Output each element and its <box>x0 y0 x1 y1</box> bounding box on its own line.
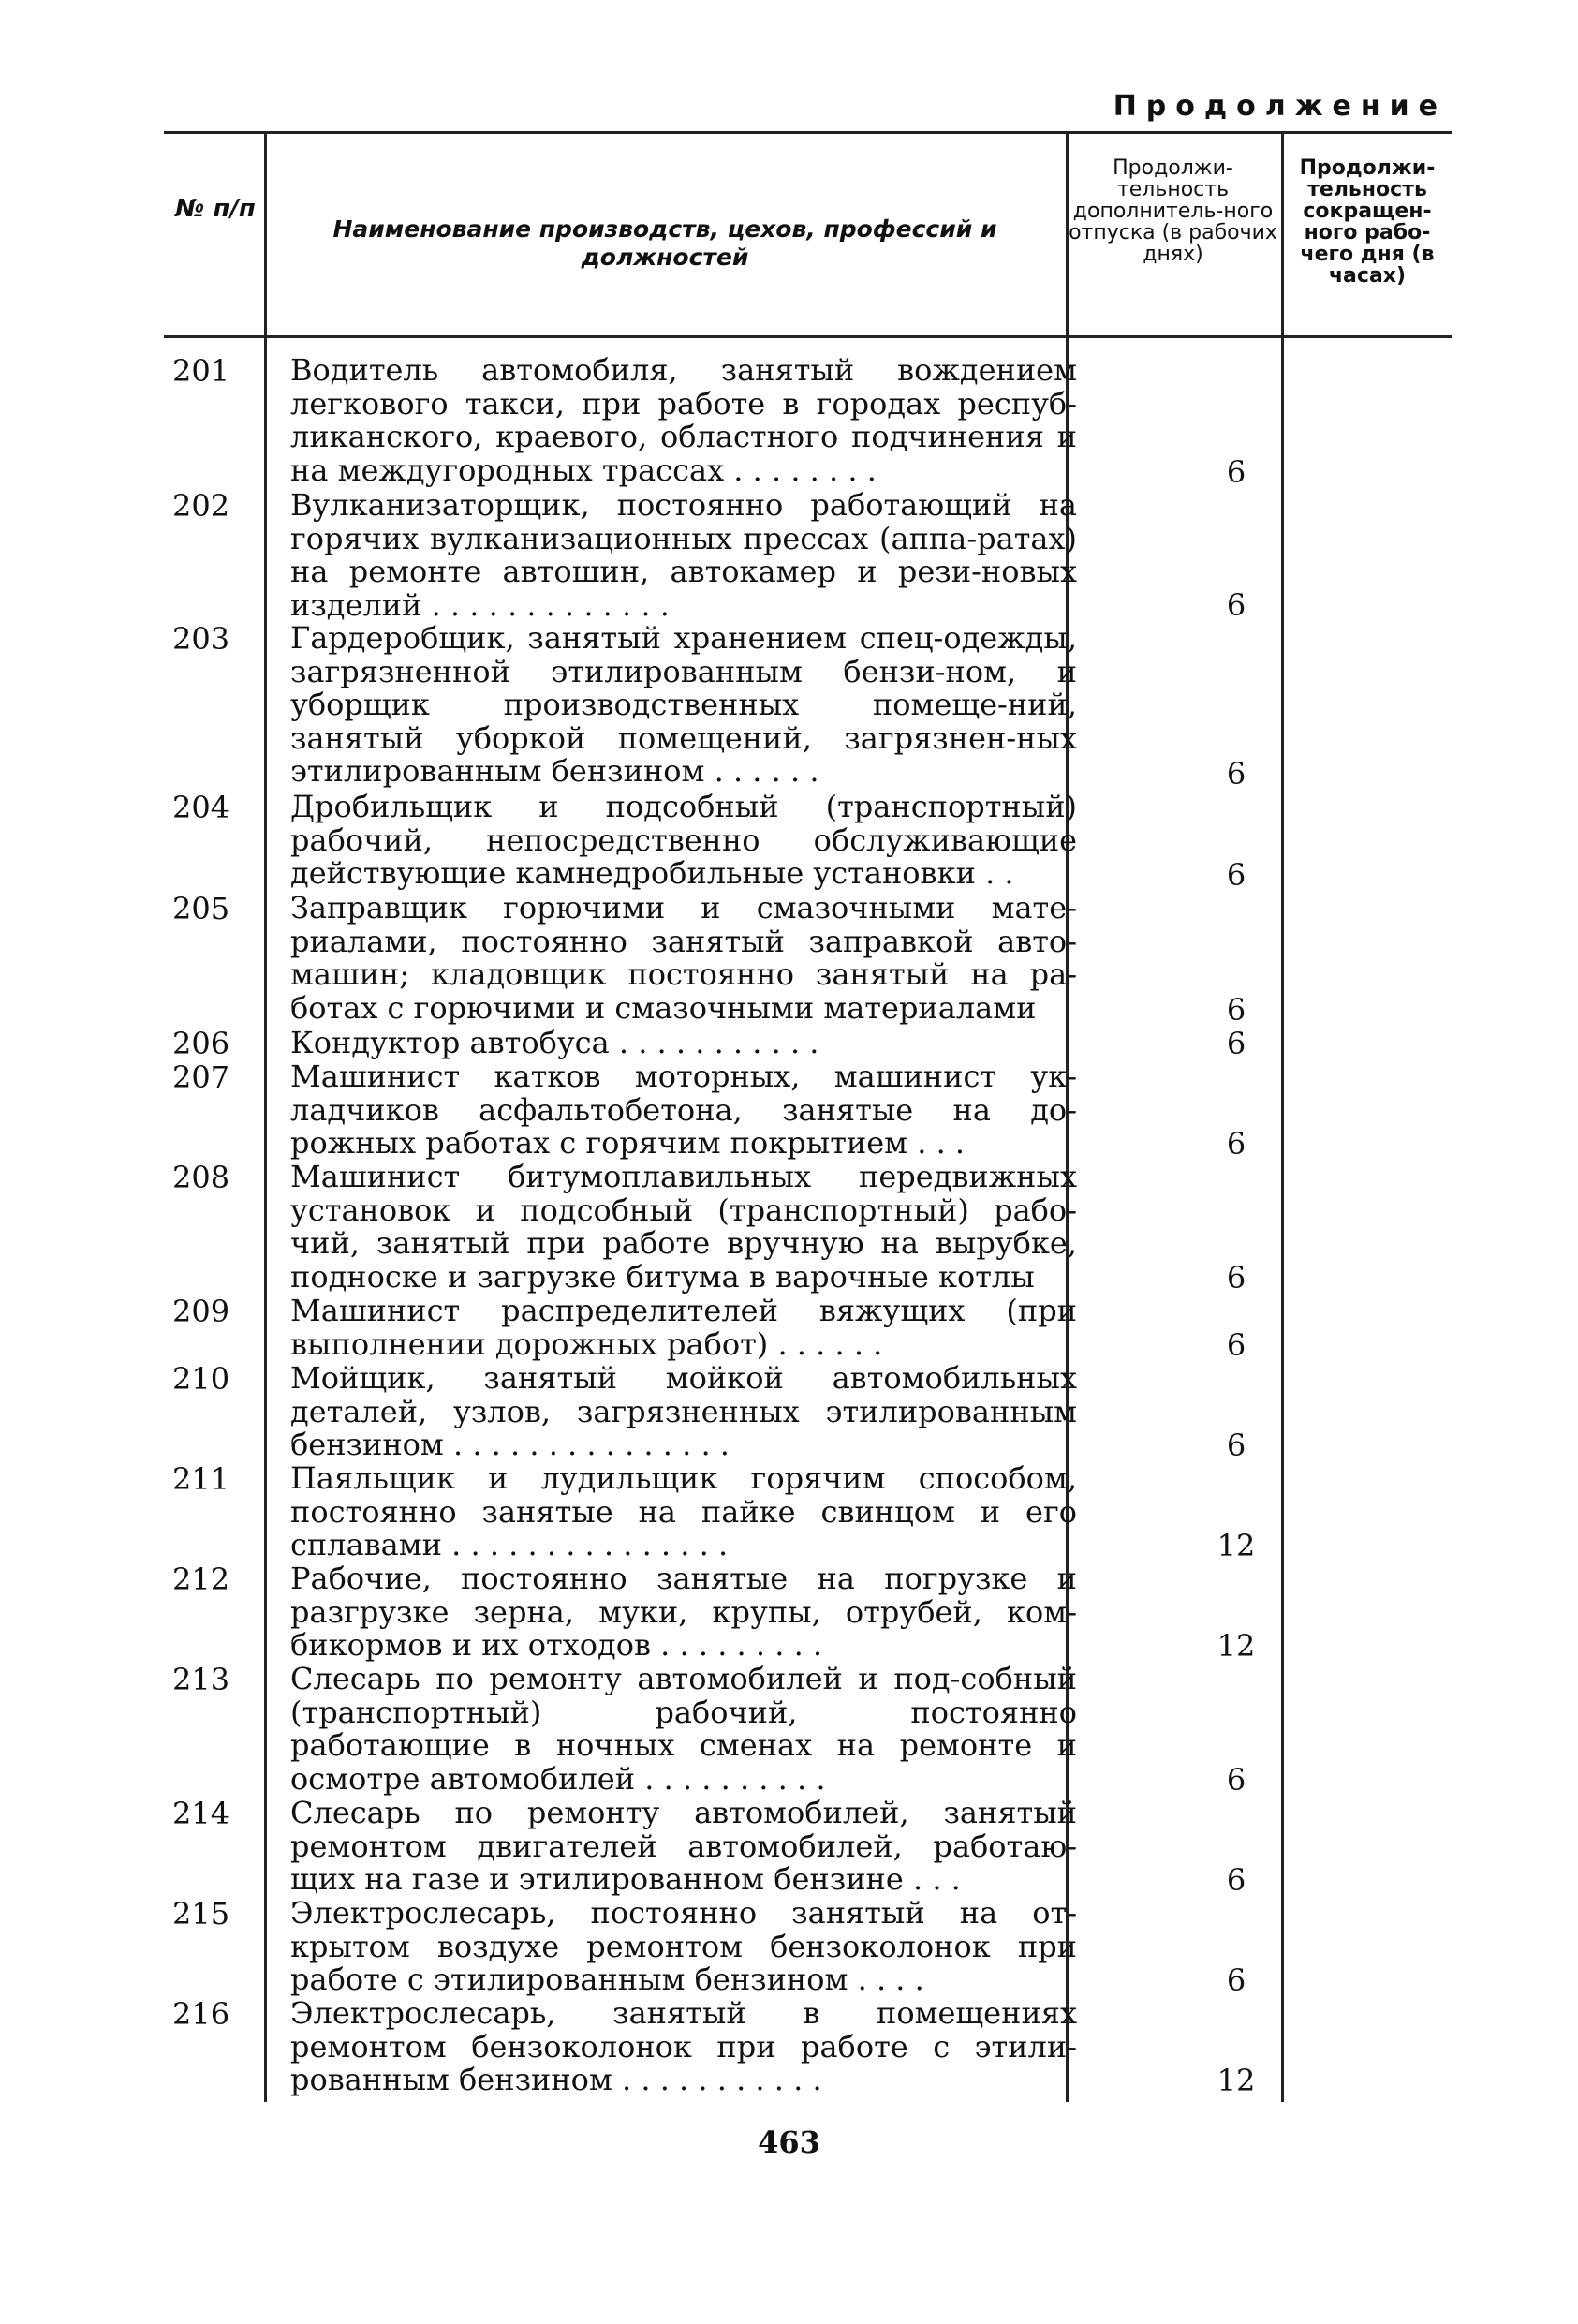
row-number: 205 <box>172 891 230 926</box>
row-number: 208 <box>172 1160 230 1195</box>
row-days: 6 <box>1226 1126 1246 1162</box>
table-row <box>169 1362 1452 1462</box>
table-row <box>169 1897 1452 1997</box>
row-days: 6 <box>1226 992 1246 1028</box>
continued-label: Продолжение <box>1113 90 1447 123</box>
row-text: Рабочие, постоянно занятые на погрузке и разгрузке зерна, муки, крупы, отрубей, ком-бикормов и их отходов . . . . . . . . . <box>290 1561 1077 1664</box>
row-days: 12 <box>1217 2063 1256 2098</box>
row-days: 6 <box>1226 1962 1246 1998</box>
row-text: Машинист катков моторных, машинист ук-ладчиков асфальтобетона, занятые на до-рожных работах с горячим покрытием . . . <box>290 1058 1077 1162</box>
row-text: Водитель автомобиля, занятый вождением легкового такси, при работе в городах респуб-ликанского, краевого, областного подчинения и на междугородных трассах . . . . . . . . <box>290 352 1077 488</box>
row-number: 216 <box>172 1996 230 2032</box>
row-days: 6 <box>1226 1260 1246 1295</box>
row-text: Гардеробщик, занятый хранением спец-одежды, загрязненной этилированным бензи-ном, и уборщик производственных помеще-ний, занятый уборкой помещений, загрязнен-ных этилированным бензином . . . . . . <box>290 620 1077 790</box>
row-days: 6 <box>1226 1026 1246 1061</box>
table-row <box>169 1462 1452 1562</box>
row-days: 12 <box>1217 1528 1256 1563</box>
row-days: 6 <box>1226 1428 1246 1463</box>
row-days: 6 <box>1226 1862 1246 1898</box>
row-number: 215 <box>172 1896 230 1932</box>
table-row <box>169 791 1452 892</box>
row-number: 202 <box>172 488 230 524</box>
row-text: Мойщик, занятый мойкой автомобильных деталей, узлов, загрязненных этилированным бензином . . . . . . . . . . . . . . . <box>290 1360 1077 1463</box>
header-days: Продолжи-тельность дополнитель-ного отпуска (в рабочих днях) <box>1069 156 1277 266</box>
row-days: 12 <box>1217 1628 1256 1664</box>
row-number: 207 <box>172 1059 230 1095</box>
row-number: 206 <box>172 1026 230 1061</box>
table-row <box>169 354 1452 489</box>
row-text: Кондуктор автобуса . . . . . . . . . . . <box>290 1025 819 1060</box>
row-text: Слесарь по ремонту автомобилей, занятый ремонтом двигателей автомобилей, работаю-щих на газе и этилированном бензине . . . <box>290 1795 1077 1898</box>
table-top-rule <box>164 131 1452 134</box>
row-text: Электрослесарь, занятый в помещениях ремонтом бензоколонок при работе с этили-рованным бензином . . . . . . . . . . . <box>290 1995 1077 2098</box>
table-row <box>169 1295 1452 1362</box>
row-text: Вулканизаторщик, постоянно работающий на горячих вулканизационных прессах (аппа-ратах) на ремонте автошин, автокамер и рези-новых изделий . . . . . . . . . . . . . <box>290 487 1077 623</box>
row-days: 6 <box>1226 857 1246 893</box>
row-text: Слесарь по ремонту автомобилей и под-собный (транспортный) рабочий, постоянно работающие в ночных сменах на ремонте и осмотре автомобилей . . . . . . . . . . <box>290 1661 1077 1797</box>
row-number: 211 <box>172 1461 230 1497</box>
table-row <box>169 1997 1452 2097</box>
header-name: Наименование производств, цехов, профессий и должностей <box>332 215 997 271</box>
row-number: 213 <box>172 1662 230 1697</box>
row-text: Паяльщик и лудильщик горячим способом, постоянно занятые на пайке свинцом и его сплавами . . . . . . . . . . . . . . . <box>290 1460 1077 1563</box>
row-number: 214 <box>172 1796 230 1831</box>
row-text: Машинист битумоплавильных передвижных установок и подсобный (транспортный) рабо-чий, занятый при работе вручную на вырубке, подноске и загрузке битума в варочные котлы <box>290 1159 1077 1295</box>
table-row <box>169 622 1452 791</box>
row-number: 212 <box>172 1562 230 1597</box>
table-row <box>169 1161 1452 1295</box>
table-row <box>169 892 1452 1027</box>
row-text: Машинист распределителей вяжущих (при выполнении дорожных работ) . . . . . . <box>290 1293 1077 1362</box>
table-row <box>169 1663 1452 1797</box>
row-days: 6 <box>1226 454 1246 490</box>
row-text: Заправщик горючими и смазочными мате-риалами, постоянно занятый заправкой авто-машин; кладовщик постоянно занятый на ра-ботах с горючими и смазочными материалами <box>290 890 1077 1026</box>
row-days: 6 <box>1226 587 1246 623</box>
row-number: 204 <box>172 790 230 825</box>
page-number: 463 <box>758 2124 820 2160</box>
row-number: 203 <box>172 621 230 657</box>
row-number: 210 <box>172 1361 230 1397</box>
table-row <box>169 1797 1452 1897</box>
row-days: 6 <box>1226 756 1246 792</box>
header-num: № п/п <box>175 195 256 223</box>
row-number: 201 <box>172 353 230 389</box>
row-number: 209 <box>172 1294 230 1329</box>
header-hours: Продолжи-тельность сокращен-ного рабо-чего дня (в часах) <box>1299 156 1436 288</box>
row-text: Электрослесарь, постоянно занятый на от-крытом воздухе ремонтом бензоколонок при работе с этилированным бензином . . . . <box>290 1895 1077 1998</box>
row-text: Дробильщик и подсобный (транспортный) рабочий, непосредственно обслуживающие действующие камнедробильные установки . . <box>290 789 1077 892</box>
table-row <box>169 489 1452 622</box>
table-body <box>169 354 1452 2097</box>
row-days: 6 <box>1226 1762 1246 1798</box>
table-row <box>169 1060 1452 1161</box>
row-days: 6 <box>1226 1327 1246 1363</box>
table-row <box>169 1027 1452 1060</box>
table-row <box>169 1562 1452 1663</box>
table-header-bottom-rule <box>164 335 1452 338</box>
